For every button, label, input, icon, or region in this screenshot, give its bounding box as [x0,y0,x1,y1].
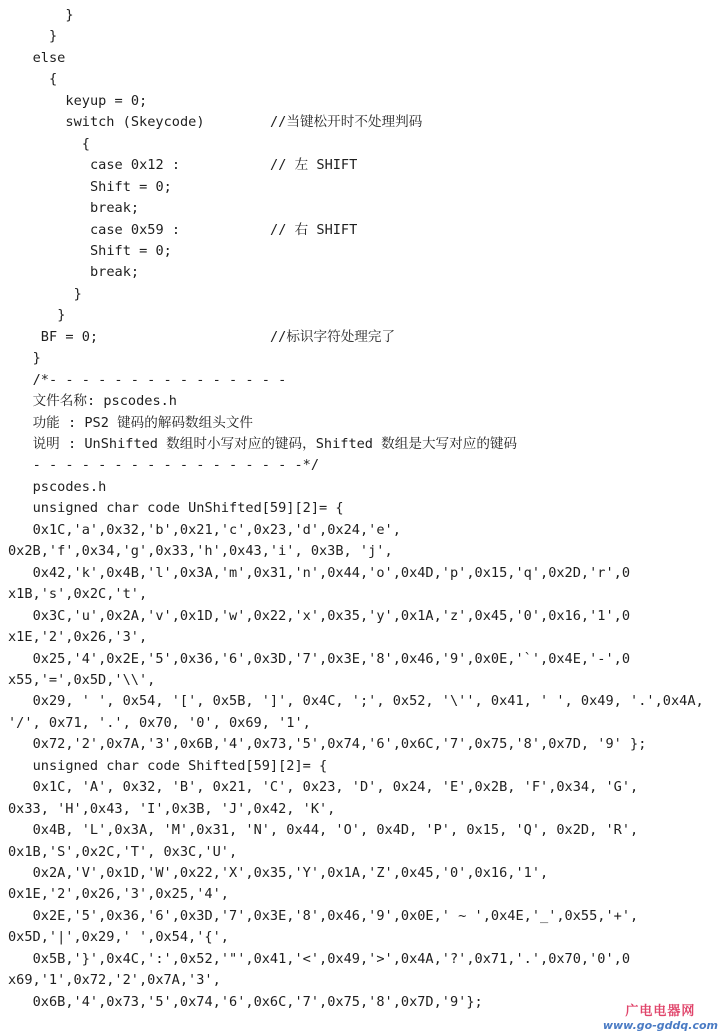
code-line: { [81,136,90,152]
code-line: 文件名称: pscodes.h [32,393,177,409]
code-line: x55,'=',0x5D,'\\', [8,672,156,688]
code-line: } [57,307,66,323]
code-line: 0x1E,'2',0x26,'3',0x25,'4', [8,886,229,902]
watermark-url: www.go-gddq.com [602,1019,718,1032]
code-line: 0x1C,'a',0x32,'b',0x21,'c',0x23,'d',0x24,'e', [32,522,401,538]
code-line: 0x1C, 'A', 0x32, 'B', 0x21, 'C', 0x23, 'D', 0x24, 'E',0x2B, 'F',0x34, 'G', [32,779,639,795]
code-line: 0x2A,'V',0x1D,'W',0x22,'X',0x35,'Y',0x1A,'Z',0x45,'0',0x16,'1', [32,865,549,881]
code-line: 0x29, ' ', 0x54, '[', 0x5B, ']', 0x4C, ';', 0x52, '\'', 0x41, ' ', 0x49, '.',0x4A, [32,693,704,709]
code-line: 0x5B,'}',0x4C,':',0x52,'"',0x41,'<',0x49,'>',0x4A,'?',0x71,'.',0x70,'0',0 [32,951,631,967]
code-line: 0x1B,'S',0x2C,'T', 0x3C,'U', [8,844,238,860]
code-line: 0x42,'k',0x4B,'l',0x3A,'m',0x31,'n',0x44,'o',0x4D,'p',0x15,'q',0x2D,'r',0 [32,565,631,581]
code-line: } [65,7,74,23]
code-line: case 0x12 : // 左 SHIFT [90,157,358,173]
code-line: else [32,50,66,66]
code-line: 0x33, 'H',0x43, 'I',0x3B, 'J',0x42, 'K', [8,801,336,817]
code-line: 说明 : UnShifted 数组时小写对应的键码，Shifted 数组是大写对应的键码 [32,436,518,452]
watermark-title: 广电电器网 [625,1004,696,1019]
code-line: Shift = 0; [90,243,172,259]
code-line: break; [90,264,140,280]
code-line: /*- - - - - - - - - - - - - - - [32,372,287,388]
code-line: Shift = 0; [90,179,172,195]
code-line: 0x2E,'5',0x36,'6',0x3D,'7',0x3E,'8',0x46,'9',0x0E,' ~ ',0x4E,'_',0x55,'+', [32,908,639,924]
code-line: unsigned char code Shifted[59][2]= { [32,758,328,774]
code-line: - - - - - - - - - - - - - - - - -*/ [32,457,320,473]
code-line: x69,'1',0x72,'2',0x7A,'3', [8,972,221,988]
code-line: } [49,28,58,44]
site-watermark [603,1005,718,1033]
code-line: 0x3C,'u',0x2A,'v',0x1D,'w',0x22,'x',0x35,'y',0x1A,'z',0x45,'0',0x16,'1',0 [32,608,631,624]
code-line: x1B,'s',0x2C,'t', [8,586,148,602]
code-line: switch (Skeycode) //当键松开时不处理判码 [65,114,423,130]
code-line: keyup = 0; [65,93,148,109]
code-line: 0x72,'2',0x7A,'3',0x6B,'4',0x73,'5',0x74,'6',0x6C,'7',0x75,'8',0x7D, '9' }; [32,736,647,752]
code-line: break; [90,200,140,216]
code-line: unsigned char code UnShifted[59][2]= { [32,500,344,516]
code-line: 0x6B,'4',0x73,'5',0x74,'6',0x6C,'7',0x75,'8',0x7D,'9'}; [32,994,483,1010]
code-line: 功能 : PS2 键码的解码数组头文件 [32,415,254,431]
code-line: 0x25,'4',0x2E,'5',0x36,'6',0x3D,'7',0x3E,'8',0x46,'9',0x0E,'`',0x4E,'-',0 [32,651,631,667]
code-line: 0x5D,'|',0x29,' ',0x54,'{', [8,929,229,945]
code-line: case 0x59 : // 右 SHIFT [90,222,358,238]
code-line: BF = 0; //标识字符处理完了 [40,329,396,345]
code-line: '/', 0x71, '.', 0x70, '0', 0x69, '1', [8,715,311,731]
code-line: } [73,286,82,302]
code-line: 0x2B,'f',0x34,'g',0x33,'h',0x43,'i', 0x3B, 'j', [8,543,393,559]
code-line: { [49,71,58,87]
code-line: 0x4B, 'L',0x3A, 'M',0x31, 'N', 0x44, 'O', 0x4D, 'P', 0x15, 'Q', 0x2D, 'R', [32,822,639,838]
code-line: x1E,'2',0x26,'3', [8,629,148,645]
code-line: } [32,350,41,366]
code-line: pscodes.h [32,479,107,495]
